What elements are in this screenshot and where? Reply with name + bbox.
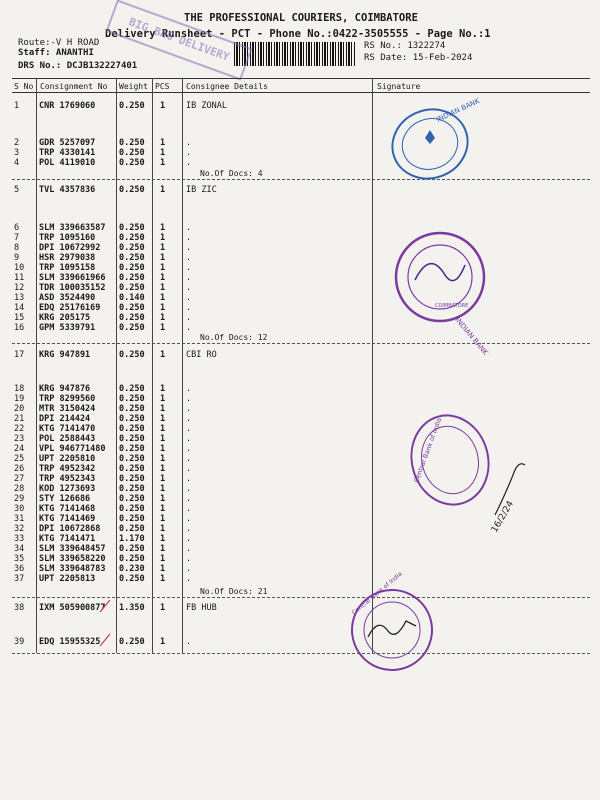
row-consignee: . bbox=[186, 158, 192, 168]
group-separator bbox=[12, 179, 590, 180]
row-sno: 36 bbox=[14, 564, 25, 574]
row-pcs: 1 bbox=[160, 454, 166, 464]
row-sno: 19 bbox=[14, 394, 25, 404]
col-divider bbox=[372, 78, 373, 653]
row-consignment-no: POL 4119010 bbox=[39, 158, 96, 168]
row-consignee: . bbox=[186, 494, 192, 504]
row-weight: 0.250 bbox=[119, 454, 145, 464]
row-consignee: . bbox=[186, 454, 192, 464]
row-consignment-no: KRG 947891 bbox=[39, 350, 91, 360]
row-weight: 0.250 bbox=[119, 158, 145, 168]
row-consignment-no: KTG 7141471 bbox=[39, 534, 96, 544]
row-weight: 0.250 bbox=[119, 464, 145, 474]
row-consignee: FB HUB bbox=[186, 603, 217, 613]
row-consignment-no: DPI 10672992 bbox=[39, 243, 101, 253]
row-weight: 0.250 bbox=[119, 444, 145, 454]
row-pcs: 1 bbox=[160, 554, 166, 564]
row-pcs: 1 bbox=[160, 514, 166, 524]
row-consignment-no: GDR 5257097 bbox=[39, 138, 96, 148]
row-consignment-no: KTG 7141469 bbox=[39, 514, 96, 524]
row-weight: 0.250 bbox=[119, 474, 145, 484]
row-consignee: . bbox=[186, 424, 192, 434]
row-weight: 0.250 bbox=[119, 514, 145, 524]
row-pcs: 1 bbox=[160, 637, 166, 647]
row-consignee: . bbox=[186, 138, 192, 148]
row-pcs: 1 bbox=[160, 544, 166, 554]
row-consignment-no: TRP 1095160 bbox=[39, 233, 96, 243]
company-title: THE PROFESSIONAL COURIERS, COIMBATORE bbox=[184, 12, 418, 24]
row-sno: 31 bbox=[14, 514, 25, 524]
row-consignee: . bbox=[186, 253, 192, 263]
row-consignment-no: DPI 10672868 bbox=[39, 524, 101, 534]
route-label: Route:-V H ROAD bbox=[18, 38, 100, 48]
row-pcs: 1 bbox=[160, 313, 166, 323]
row-sno: 32 bbox=[14, 524, 25, 534]
row-pcs: 1 bbox=[160, 253, 166, 263]
row-pcs: 1 bbox=[160, 323, 166, 333]
row-consignee: . bbox=[186, 524, 192, 534]
stamp-text: INDIAN BANK bbox=[435, 96, 481, 124]
row-consignee: . bbox=[186, 303, 192, 313]
row-consignment-no: TVL 4357836 bbox=[39, 185, 96, 195]
row-consignment-no: EDQ 25176169 bbox=[39, 303, 101, 313]
row-sno: 30 bbox=[14, 504, 25, 514]
row-consignment-no: TRP 1095158 bbox=[39, 263, 96, 273]
row-consignee: . bbox=[186, 293, 192, 303]
row-pcs: 1 bbox=[160, 138, 166, 148]
row-sno: 38 bbox=[14, 603, 25, 613]
row-pcs: 1 bbox=[160, 414, 166, 424]
tick-mark bbox=[98, 598, 112, 614]
row-pcs: 1 bbox=[160, 494, 166, 504]
row-pcs: 1 bbox=[160, 223, 166, 233]
big-bag-stamp: BIG BAG DELIVERY bbox=[106, 0, 253, 81]
row-weight: 0.140 bbox=[119, 293, 145, 303]
row-sno: 18 bbox=[14, 384, 25, 394]
row-pcs: 1 bbox=[160, 474, 166, 484]
row-consignment-no: MTR 3150424 bbox=[39, 404, 96, 414]
row-consignment-no: DPI 214424 bbox=[39, 414, 91, 424]
row-sno: 12 bbox=[14, 283, 25, 293]
row-consignment-no: VPL 946771480 bbox=[39, 444, 106, 454]
row-sno: 15 bbox=[14, 313, 25, 323]
row-weight: 0.250 bbox=[119, 574, 145, 584]
row-pcs: 1 bbox=[160, 534, 166, 544]
row-consignee: . bbox=[186, 223, 192, 233]
row-pcs: 1 bbox=[160, 603, 166, 613]
col-header-pcs: PCS bbox=[155, 82, 170, 91]
row-sno: 21 bbox=[14, 414, 25, 424]
row-pcs: 1 bbox=[160, 484, 166, 494]
row-consignee: IB ZONAL bbox=[186, 101, 227, 111]
row-consignment-no: IXM 505900877 bbox=[39, 603, 106, 613]
col-divider bbox=[116, 78, 117, 653]
col-header-signature: Signature bbox=[377, 82, 421, 91]
tick-mark bbox=[98, 632, 112, 648]
row-consignment-no: KRG 205175 bbox=[39, 313, 91, 323]
row-pcs: 1 bbox=[160, 158, 166, 168]
row-sno: 37 bbox=[14, 574, 25, 584]
staff-label: Staff: ANANTHI bbox=[18, 48, 94, 58]
row-sno: 17 bbox=[14, 350, 25, 360]
rs-date: RS Date: 15-Feb-2024 bbox=[364, 53, 473, 63]
table-bottom-border bbox=[12, 653, 590, 654]
row-weight: 0.250 bbox=[119, 313, 145, 323]
row-weight: 0.250 bbox=[119, 504, 145, 514]
row-weight: 0.250 bbox=[119, 424, 145, 434]
row-weight: 0.250 bbox=[119, 524, 145, 534]
col-header-consignee: Consignee Details bbox=[186, 82, 268, 91]
stamp-text: Central Bank of India bbox=[412, 416, 444, 484]
row-consignee: . bbox=[186, 414, 192, 424]
row-consignee: . bbox=[186, 474, 192, 484]
row-weight: 1.350 bbox=[119, 603, 145, 613]
row-weight: 0.250 bbox=[119, 404, 145, 414]
row-consignee: . bbox=[186, 444, 192, 454]
row-sno: 4 bbox=[14, 158, 20, 168]
row-consignment-no: HSR 2979038 bbox=[39, 253, 96, 263]
row-consignment-no: TRP 4330141 bbox=[39, 148, 96, 158]
doc-count: No.Of Docs: 21 bbox=[200, 587, 268, 596]
row-consignee: . bbox=[186, 273, 192, 283]
row-consignee: . bbox=[186, 148, 192, 158]
row-consignment-no: UPT 2205813 bbox=[39, 574, 96, 584]
row-weight: 0.250 bbox=[119, 544, 145, 554]
drs-number: DRS No.: DCJB132227401 bbox=[18, 61, 138, 71]
row-weight: 0.230 bbox=[119, 564, 145, 574]
row-consignee: . bbox=[186, 464, 192, 474]
row-sno: 14 bbox=[14, 303, 25, 313]
row-consignee: CBI RO bbox=[186, 350, 217, 360]
row-consignment-no: TRP 4952342 bbox=[39, 464, 96, 474]
row-sno: 27 bbox=[14, 474, 25, 484]
row-pcs: 1 bbox=[160, 524, 166, 534]
row-weight: 0.250 bbox=[119, 323, 145, 333]
indian-bank-stamp-1 bbox=[380, 96, 481, 190]
row-pcs: 1 bbox=[160, 564, 166, 574]
row-weight: 0.250 bbox=[119, 350, 145, 360]
row-pcs: 1 bbox=[160, 424, 166, 434]
row-weight: 0.250 bbox=[119, 494, 145, 504]
row-consignment-no: POL 2588443 bbox=[39, 434, 96, 444]
row-sno: 34 bbox=[14, 544, 25, 554]
row-consignment-no: TDR 100035152 bbox=[39, 283, 106, 293]
row-consignee: . bbox=[186, 243, 192, 253]
row-sno: 29 bbox=[14, 494, 25, 504]
central-bank-stamp-1 bbox=[400, 405, 550, 545]
row-pcs: 1 bbox=[160, 263, 166, 273]
row-consignment-no: TRP 4952343 bbox=[39, 474, 96, 484]
row-sno: 26 bbox=[14, 464, 25, 474]
row-sno: 7 bbox=[14, 233, 20, 243]
row-weight: 0.250 bbox=[119, 384, 145, 394]
row-consignment-no: GPM 5339791 bbox=[39, 323, 96, 333]
row-sno: 16 bbox=[14, 323, 25, 333]
table-top-border bbox=[12, 78, 590, 79]
row-consignee: . bbox=[186, 574, 192, 584]
row-pcs: 1 bbox=[160, 464, 166, 474]
row-consignee: . bbox=[186, 564, 192, 574]
row-consignment-no: TRP 8299560 bbox=[39, 394, 96, 404]
row-weight: 0.250 bbox=[119, 185, 145, 195]
row-consignee: . bbox=[186, 404, 192, 414]
row-consignee: . bbox=[186, 384, 192, 394]
stamp-text: COIMBATORE bbox=[435, 303, 469, 309]
row-sno: 9 bbox=[14, 253, 20, 263]
row-consignee: . bbox=[186, 554, 192, 564]
row-weight: 0.250 bbox=[119, 253, 145, 263]
row-consignment-no: SLM 339661966 bbox=[39, 273, 106, 283]
row-sno: 10 bbox=[14, 263, 25, 273]
row-consignee: . bbox=[186, 434, 192, 444]
row-pcs: 1 bbox=[160, 434, 166, 444]
row-consignee: . bbox=[186, 394, 192, 404]
row-pcs: 1 bbox=[160, 185, 166, 195]
row-sno: 23 bbox=[14, 434, 25, 444]
row-weight: 0.250 bbox=[119, 273, 145, 283]
runsheet-subtitle: Delivery Runsheet - PCT - Phone No.:0422-3505555 - Page No.:1 bbox=[105, 28, 491, 40]
row-pcs: 1 bbox=[160, 504, 166, 514]
handwritten-date: 16/2/24 bbox=[489, 499, 516, 535]
row-consignee: IB ZIC bbox=[186, 185, 217, 195]
row-weight: 0.250 bbox=[119, 233, 145, 243]
row-consignee: . bbox=[186, 283, 192, 293]
row-consignment-no: STY 126686 bbox=[39, 494, 91, 504]
col-divider bbox=[182, 78, 183, 653]
row-weight: 0.250 bbox=[119, 394, 145, 404]
row-consignment-no: KRG 947876 bbox=[39, 384, 91, 394]
row-pcs: 1 bbox=[160, 574, 166, 584]
row-consignee: . bbox=[186, 313, 192, 323]
row-sno: 8 bbox=[14, 243, 20, 253]
row-sno: 35 bbox=[14, 554, 25, 564]
row-weight: 0.250 bbox=[119, 223, 145, 233]
row-pcs: 1 bbox=[160, 303, 166, 313]
row-consignment-no: SLM 339658220 bbox=[39, 554, 106, 564]
row-sno: 13 bbox=[14, 293, 25, 303]
row-sno: 2 bbox=[14, 138, 20, 148]
stamp-text: Central Bank of India bbox=[350, 570, 404, 617]
row-weight: 0.250 bbox=[119, 484, 145, 494]
row-weight: 0.250 bbox=[119, 148, 145, 158]
row-sno: 3 bbox=[14, 148, 20, 158]
row-pcs: 1 bbox=[160, 394, 166, 404]
stamp-text: INDIAN BANK bbox=[453, 316, 490, 357]
row-consignment-no: KTG 7141470 bbox=[39, 424, 96, 434]
row-pcs: 1 bbox=[160, 283, 166, 293]
rs-number: RS No.: 1322274 bbox=[364, 41, 446, 51]
row-consignee: . bbox=[186, 263, 192, 273]
row-consignee: . bbox=[186, 504, 192, 514]
row-weight: 0.250 bbox=[119, 263, 145, 273]
doc-count: No.Of Docs: 12 bbox=[200, 333, 268, 342]
row-pcs: 1 bbox=[160, 444, 166, 454]
row-pcs: 1 bbox=[160, 293, 166, 303]
row-pcs: 1 bbox=[160, 233, 166, 243]
row-weight: 0.250 bbox=[119, 414, 145, 424]
row-pcs: 1 bbox=[160, 101, 166, 111]
indian-bank-stamp-2 bbox=[385, 225, 495, 357]
row-weight: 0.250 bbox=[119, 434, 145, 444]
row-consignment-no: SLM 339648457 bbox=[39, 544, 106, 554]
row-pcs: 1 bbox=[160, 384, 166, 394]
row-weight: 0.250 bbox=[119, 637, 145, 647]
row-consignment-no: UPT 2205810 bbox=[39, 454, 96, 464]
row-pcs: 1 bbox=[160, 148, 166, 158]
row-weight: 0.250 bbox=[119, 303, 145, 313]
row-consignee: . bbox=[186, 637, 192, 647]
row-sno: 22 bbox=[14, 424, 25, 434]
row-pcs: 1 bbox=[160, 243, 166, 253]
row-consignment-no: KTG 7141468 bbox=[39, 504, 96, 514]
row-consignee: . bbox=[186, 233, 192, 243]
row-consignment-no: KOD 1273693 bbox=[39, 484, 96, 494]
col-header-sno: S No bbox=[14, 82, 34, 91]
row-sno: 25 bbox=[14, 454, 25, 464]
row-sno: 20 bbox=[14, 404, 25, 414]
row-consignment-no: SLM 339663587 bbox=[39, 223, 106, 233]
row-sno: 5 bbox=[14, 185, 20, 195]
central-bank-stamp-2 bbox=[340, 570, 445, 675]
col-divider bbox=[152, 78, 153, 653]
row-consignment-no: SLM 339648783 bbox=[39, 564, 106, 574]
barcode-image bbox=[234, 42, 356, 66]
row-consignment-no: CNR 1769060 bbox=[39, 101, 96, 111]
row-weight: 0.250 bbox=[119, 138, 145, 148]
table-header-border bbox=[12, 92, 590, 93]
group-separator bbox=[12, 343, 590, 344]
row-pcs: 1 bbox=[160, 273, 166, 283]
row-consignee: . bbox=[186, 544, 192, 554]
row-sno: 24 bbox=[14, 444, 25, 454]
row-sno: 1 bbox=[14, 101, 20, 111]
row-sno: 33 bbox=[14, 534, 25, 544]
row-sno: 39 bbox=[14, 637, 25, 647]
row-sno: 11 bbox=[14, 273, 25, 283]
row-weight: 0.250 bbox=[119, 101, 145, 111]
row-weight: 0.250 bbox=[119, 554, 145, 564]
row-consignee: . bbox=[186, 514, 192, 524]
row-consignee: . bbox=[186, 323, 192, 333]
row-weight: 1.170 bbox=[119, 534, 145, 544]
col-divider bbox=[36, 78, 37, 653]
row-consignment-no: ASD 3524490 bbox=[39, 293, 96, 303]
row-pcs: 1 bbox=[160, 404, 166, 414]
row-sno: 28 bbox=[14, 484, 25, 494]
row-weight: 0.250 bbox=[119, 283, 145, 293]
row-consignee: . bbox=[186, 534, 192, 544]
col-header-consignment: Consignment No bbox=[40, 82, 108, 91]
row-sno: 6 bbox=[14, 223, 20, 233]
row-consignment-no: EDQ 15955325 bbox=[39, 637, 101, 647]
doc-count: No.Of Docs: 4 bbox=[200, 169, 263, 178]
row-weight: 0.250 bbox=[119, 243, 145, 253]
row-pcs: 1 bbox=[160, 350, 166, 360]
col-header-weight: Weight bbox=[119, 82, 148, 91]
row-consignee: . bbox=[186, 484, 192, 494]
